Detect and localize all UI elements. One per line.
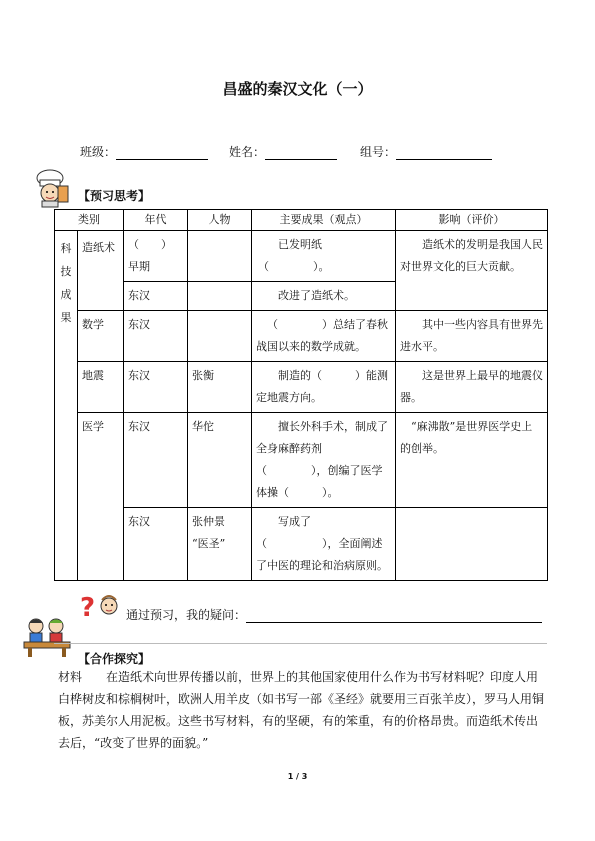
- person-med-zhang: [188, 508, 252, 581]
- person-med-huatuo: 华佗: [188, 413, 252, 508]
- page-number: 1 / 3: [287, 772, 308, 781]
- result-paper-han: 改进了造纸术。: [252, 282, 396, 311]
- type-math: 数学: [78, 311, 124, 362]
- group-field: [360, 143, 492, 160]
- era-quake: 东汉: [124, 362, 188, 413]
- material-paragraph: 材料 在造纸术向世界传播以前，世界上的其他国家使用什么作为书写材料呢？印度人用白桦树皮和棕榈树叶，欧洲人用羊皮（如书写一部《圣经》就要用三百张羊皮），罗马人用铜板，苏美尔人用泥板。这些书写材料，有的坚硬，有的笨重，有的价格昂贵。而造纸术传出去后，“改变了世界的面貌。”: [58, 670, 545, 750]
- person-med-zhang-title: “医圣”: [192, 537, 226, 550]
- group-label: 组号：: [360, 145, 397, 159]
- class-field: [80, 143, 208, 160]
- era-med-huatuo: 东汉: [124, 413, 188, 508]
- name-field: [229, 143, 337, 160]
- name-label: 姓名：: [229, 145, 266, 159]
- header-impact: 影响（评价）: [396, 210, 548, 231]
- header-result: 主要成果（观点）: [252, 210, 396, 231]
- cooperate-heading: 【合作探究】: [78, 652, 151, 666]
- preview-table: [54, 209, 548, 581]
- impact-paper: 造纸术的发明是我国人民对世界文化的巨大贡献。: [396, 231, 548, 311]
- era-paper-early: [124, 231, 188, 282]
- header-category: 类别: [55, 210, 124, 231]
- name-blank[interactable]: [265, 147, 337, 160]
- era-paper-han: 东汉: [124, 282, 188, 311]
- impact-math: 其中一些内容具有世界先进水平。: [396, 311, 548, 362]
- class-label: 班级：: [80, 145, 117, 159]
- impact-med-zhang: [396, 508, 548, 581]
- result-med-zhang[interactable]: 写成了（ ），全面阐述了中医的理论和治病原则。: [252, 508, 396, 581]
- preview-heading: 【预习思考】: [78, 189, 151, 203]
- person-paper-early: [188, 231, 252, 282]
- table-row: [55, 231, 548, 282]
- era-paper-blank[interactable]: （ ）: [128, 238, 172, 251]
- students-icon: [22, 614, 72, 658]
- header-person: 人物: [188, 210, 252, 231]
- era-paper-early-label: 早期: [128, 260, 150, 273]
- table-row: [55, 508, 548, 581]
- result-paper-line1: 已发明纸: [278, 238, 322, 251]
- table-row: [55, 362, 548, 413]
- class-blank[interactable]: [116, 147, 208, 160]
- header-era: 年代: [124, 210, 188, 231]
- question-label: 通过预习，我的疑问：: [126, 608, 247, 622]
- type-paper: 造纸术: [78, 231, 124, 311]
- result-med-huatuo[interactable]: 擅长外科手术，制成了全身麻醉药剂（ ），创编了医学体操（ ）。: [252, 413, 396, 508]
- svg-text:?: ?: [80, 593, 96, 622]
- impact-quake: 这是世界上最早的地震仪器。: [396, 362, 548, 413]
- result-paper-early: [252, 231, 396, 282]
- result-math[interactable]: （ ）总结了春秋战国以来的数学成就。: [252, 311, 396, 362]
- category-main-text: 科 技 成 果: [60, 242, 72, 324]
- era-math: 东汉: [124, 311, 188, 362]
- impact-med-huatuo: “麻沸散”是世界医学史上的创举。: [396, 413, 548, 508]
- table-row: [55, 311, 548, 362]
- person-paper-han: [188, 282, 252, 311]
- person-math: [188, 311, 252, 362]
- era-med-zhang: 东汉: [124, 508, 188, 581]
- group-blank[interactable]: [396, 147, 492, 160]
- category-main: [55, 231, 78, 581]
- question-icon: [78, 592, 124, 622]
- type-quake: 地震: [78, 362, 124, 413]
- result-paper-blank[interactable]: （ ）。: [258, 260, 330, 273]
- question-blank[interactable]: [246, 610, 542, 623]
- person-quake: 张衡: [188, 362, 252, 413]
- table-header-row: [55, 210, 548, 231]
- divider-line: [54, 643, 547, 644]
- chef-icon: [28, 168, 74, 208]
- table-row: [55, 413, 548, 508]
- page-title: 昌盛的秦汉文化（一）: [222, 80, 373, 98]
- result-quake[interactable]: 制造的（ ）能测定地震方向。: [252, 362, 396, 413]
- type-medicine: 医学: [78, 413, 124, 581]
- question-row: [126, 606, 542, 623]
- person-med-zhang-name: 张仲景: [192, 515, 225, 528]
